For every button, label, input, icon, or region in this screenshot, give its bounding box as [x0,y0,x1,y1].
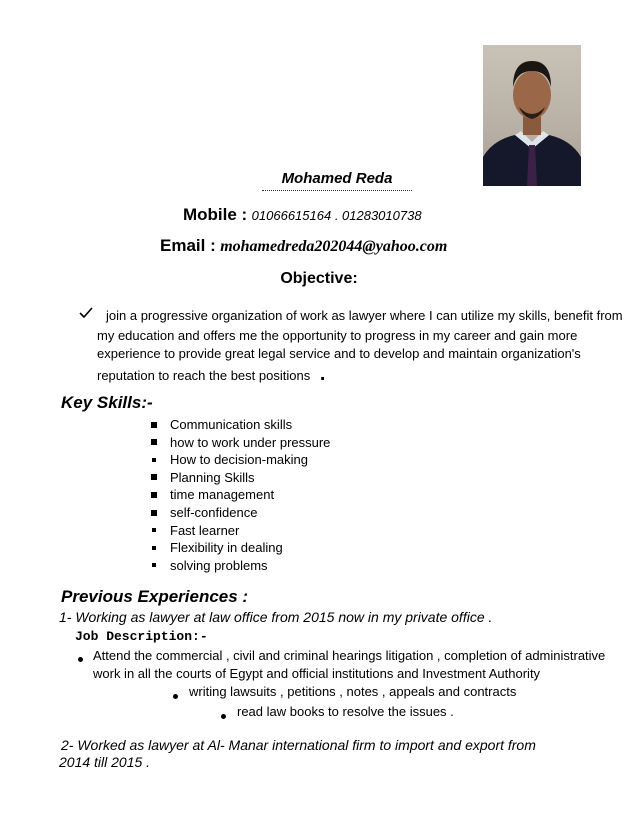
checkmark-icon [78,305,94,321]
list-item: how to work under pressure [151,434,330,452]
name-underline [262,190,412,191]
objective-line-4 [97,364,325,386]
objective-line-4-text: reputation to reach the best positions [97,368,311,383]
email-label: Email : [160,236,216,255]
objective-line-2: my education and offers me the opportunity to progress in my career and gain more [97,328,578,343]
list-item: Communication skills [151,416,330,434]
profile-photo [483,45,581,186]
skills-list [151,416,330,574]
objective-line-1: join a progressive organization of work as lawyer where I can utilize my skills, benefit from [106,308,623,323]
job-2-line-2: 2014 till 2015 . [59,754,151,770]
job-duty-2: writing lawsuits , petitions , notes , appeals and contracts [189,684,517,699]
square-bullet-icon [151,474,157,480]
job-duty-3: read law books to resolve the issues . [237,704,454,719]
square-bullet-icon [151,439,157,445]
round-bullet-icon [78,657,83,662]
mobile-label: Mobile : [183,205,248,224]
job-2-line-1: 2- Worked as lawyer at Al- Manar international firm to import and export from [61,737,536,753]
square-bullet-icon [151,510,157,516]
square-bullet-icon [152,563,156,567]
job-duty-1-line-1: Attend the commercial , civil and criminal hearings litigation , completion of administrative [93,648,606,663]
list-item: self-confidence [151,504,330,522]
bullet-icon [173,689,178,707]
job-1: 1- Working as lawyer at law office from 2015 now in my private office . [59,609,493,625]
square-bullet-icon [152,458,156,462]
list-item: time management [151,486,330,504]
list-item: Fast learner [151,522,330,540]
mobile-line [183,205,422,225]
objective-title: Objective: [280,270,358,287]
objective-end-mark: . [319,363,326,385]
list-item: solving problems [151,557,330,575]
job-duty-1-line-2: work in all the courts of Egypt and official institutions and Investment Authority [93,666,541,681]
list-item: Flexibility in dealing [151,539,330,557]
round-bullet-icon [173,694,178,699]
square-bullet-icon [152,546,156,550]
square-bullet-icon [151,492,157,498]
email-address: mohamedreda202044@yahoo.com [220,238,448,255]
experiences-title: Previous Experiences : [61,587,249,606]
round-bullet-icon [221,714,226,719]
mobile-number: 01066615164 . 01283010738 [251,208,422,223]
key-skills-title: Key Skills:- [61,393,153,412]
bullet-icon [221,709,226,727]
square-bullet-icon [152,528,156,532]
square-bullet-icon [151,422,157,428]
list-item: Planning Skills [151,469,330,487]
bullet-icon [78,652,83,670]
list-item: How to decision-making [151,451,330,469]
candidate-name: Mohamed Reda [281,170,393,187]
job-description-label: Job Description:- [75,629,208,644]
objective-line-3: experience to provide great legal service and to develop and maintain organization's [97,346,581,361]
email-line [160,236,447,256]
